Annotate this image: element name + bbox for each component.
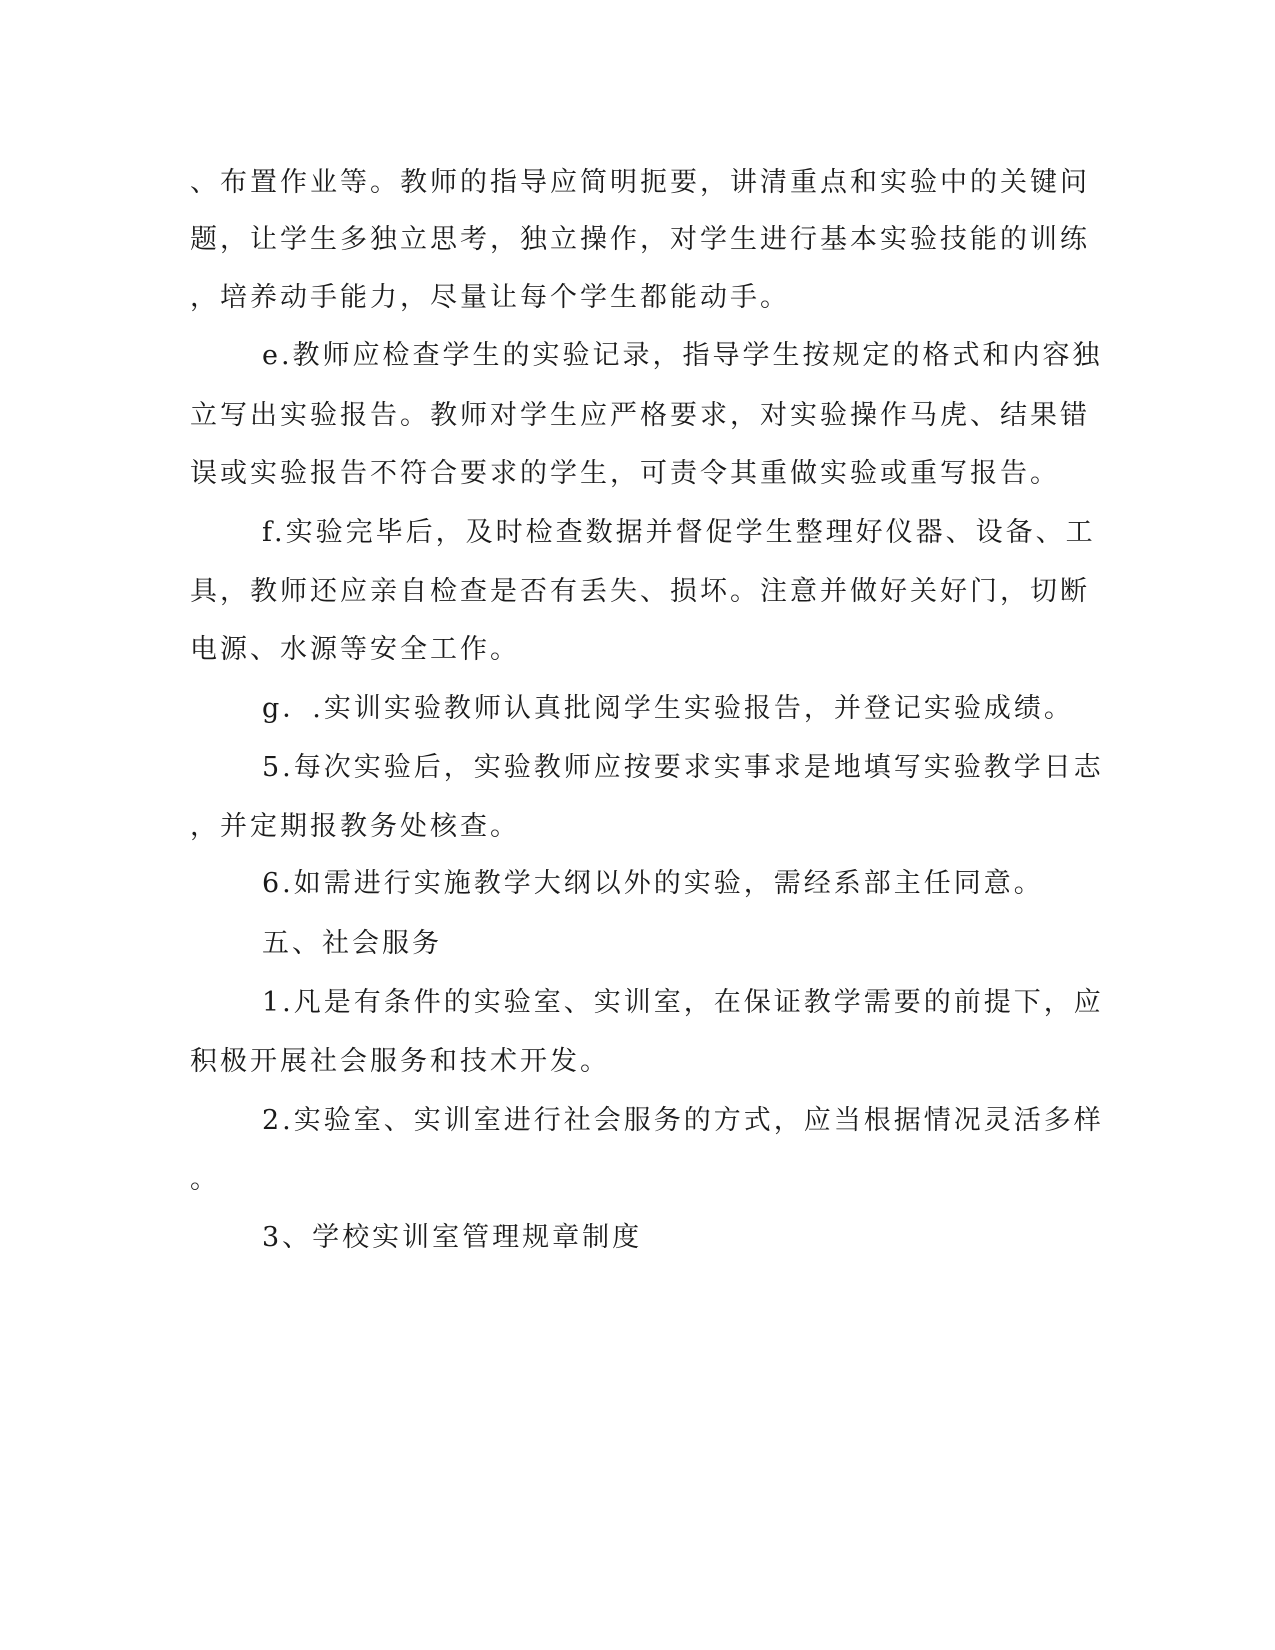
text-line: 6.如需进行实施教学大纲以外的实验，需经系部主任同意。 <box>262 868 1044 899</box>
text-line: 题，让学生多独立思考，独立操作，对学生进行基本实验技能的训练 <box>190 224 1090 255</box>
text-line: g．.实训实验教师认真批阅学生实验报告，并登记实验成绩。 <box>262 693 1074 724</box>
text-line: 电源、水源等安全工作。 <box>190 634 520 665</box>
text-line: 。 <box>190 1164 220 1195</box>
text-line: f.实验完毕后，及时检查数据并督促学生整理好仪器、设备、工 <box>262 517 1096 548</box>
text-line: 2.实验室、实训室进行社会服务的方式，应当根据情况灵活多样 <box>262 1105 1104 1136</box>
section-heading: 五、社会服务 <box>262 928 442 959</box>
text-line: 、布置作业等。教师的指导应简明扼要，讲清重点和实验中的关键问 <box>190 167 1090 198</box>
text-line: ，培养动手能力，尽量让每个学生都能动手。 <box>190 282 790 313</box>
text-line: 误或实验报告不符合要求的学生，可责令其重做实验或重写报告。 <box>190 458 1060 489</box>
text-line: 积极开展社会服务和技术开发。 <box>190 1046 610 1077</box>
text-line: 5.每次实验后，实验教师应按要求实事求是地填写实验教学日志 <box>262 752 1104 783</box>
text-line: 3、学校实训室管理规章制度 <box>262 1222 643 1253</box>
text-line: 1.凡是有条件的实验室、实训室，在保证教学需要的前提下，应 <box>262 987 1104 1018</box>
text-line: 立写出实验报告。教师对学生应严格要求，对实验操作马虎、结果错 <box>190 400 1090 431</box>
text-line: ，并定期报教务处核查。 <box>190 811 520 842</box>
text-line: e.教师应检查学生的实验记录，指导学生按规定的格式和内容独 <box>262 340 1103 371</box>
text-line: 具，教师还应亲自检查是否有丢失、损坏。注意并做好关好门，切断 <box>190 576 1090 607</box>
